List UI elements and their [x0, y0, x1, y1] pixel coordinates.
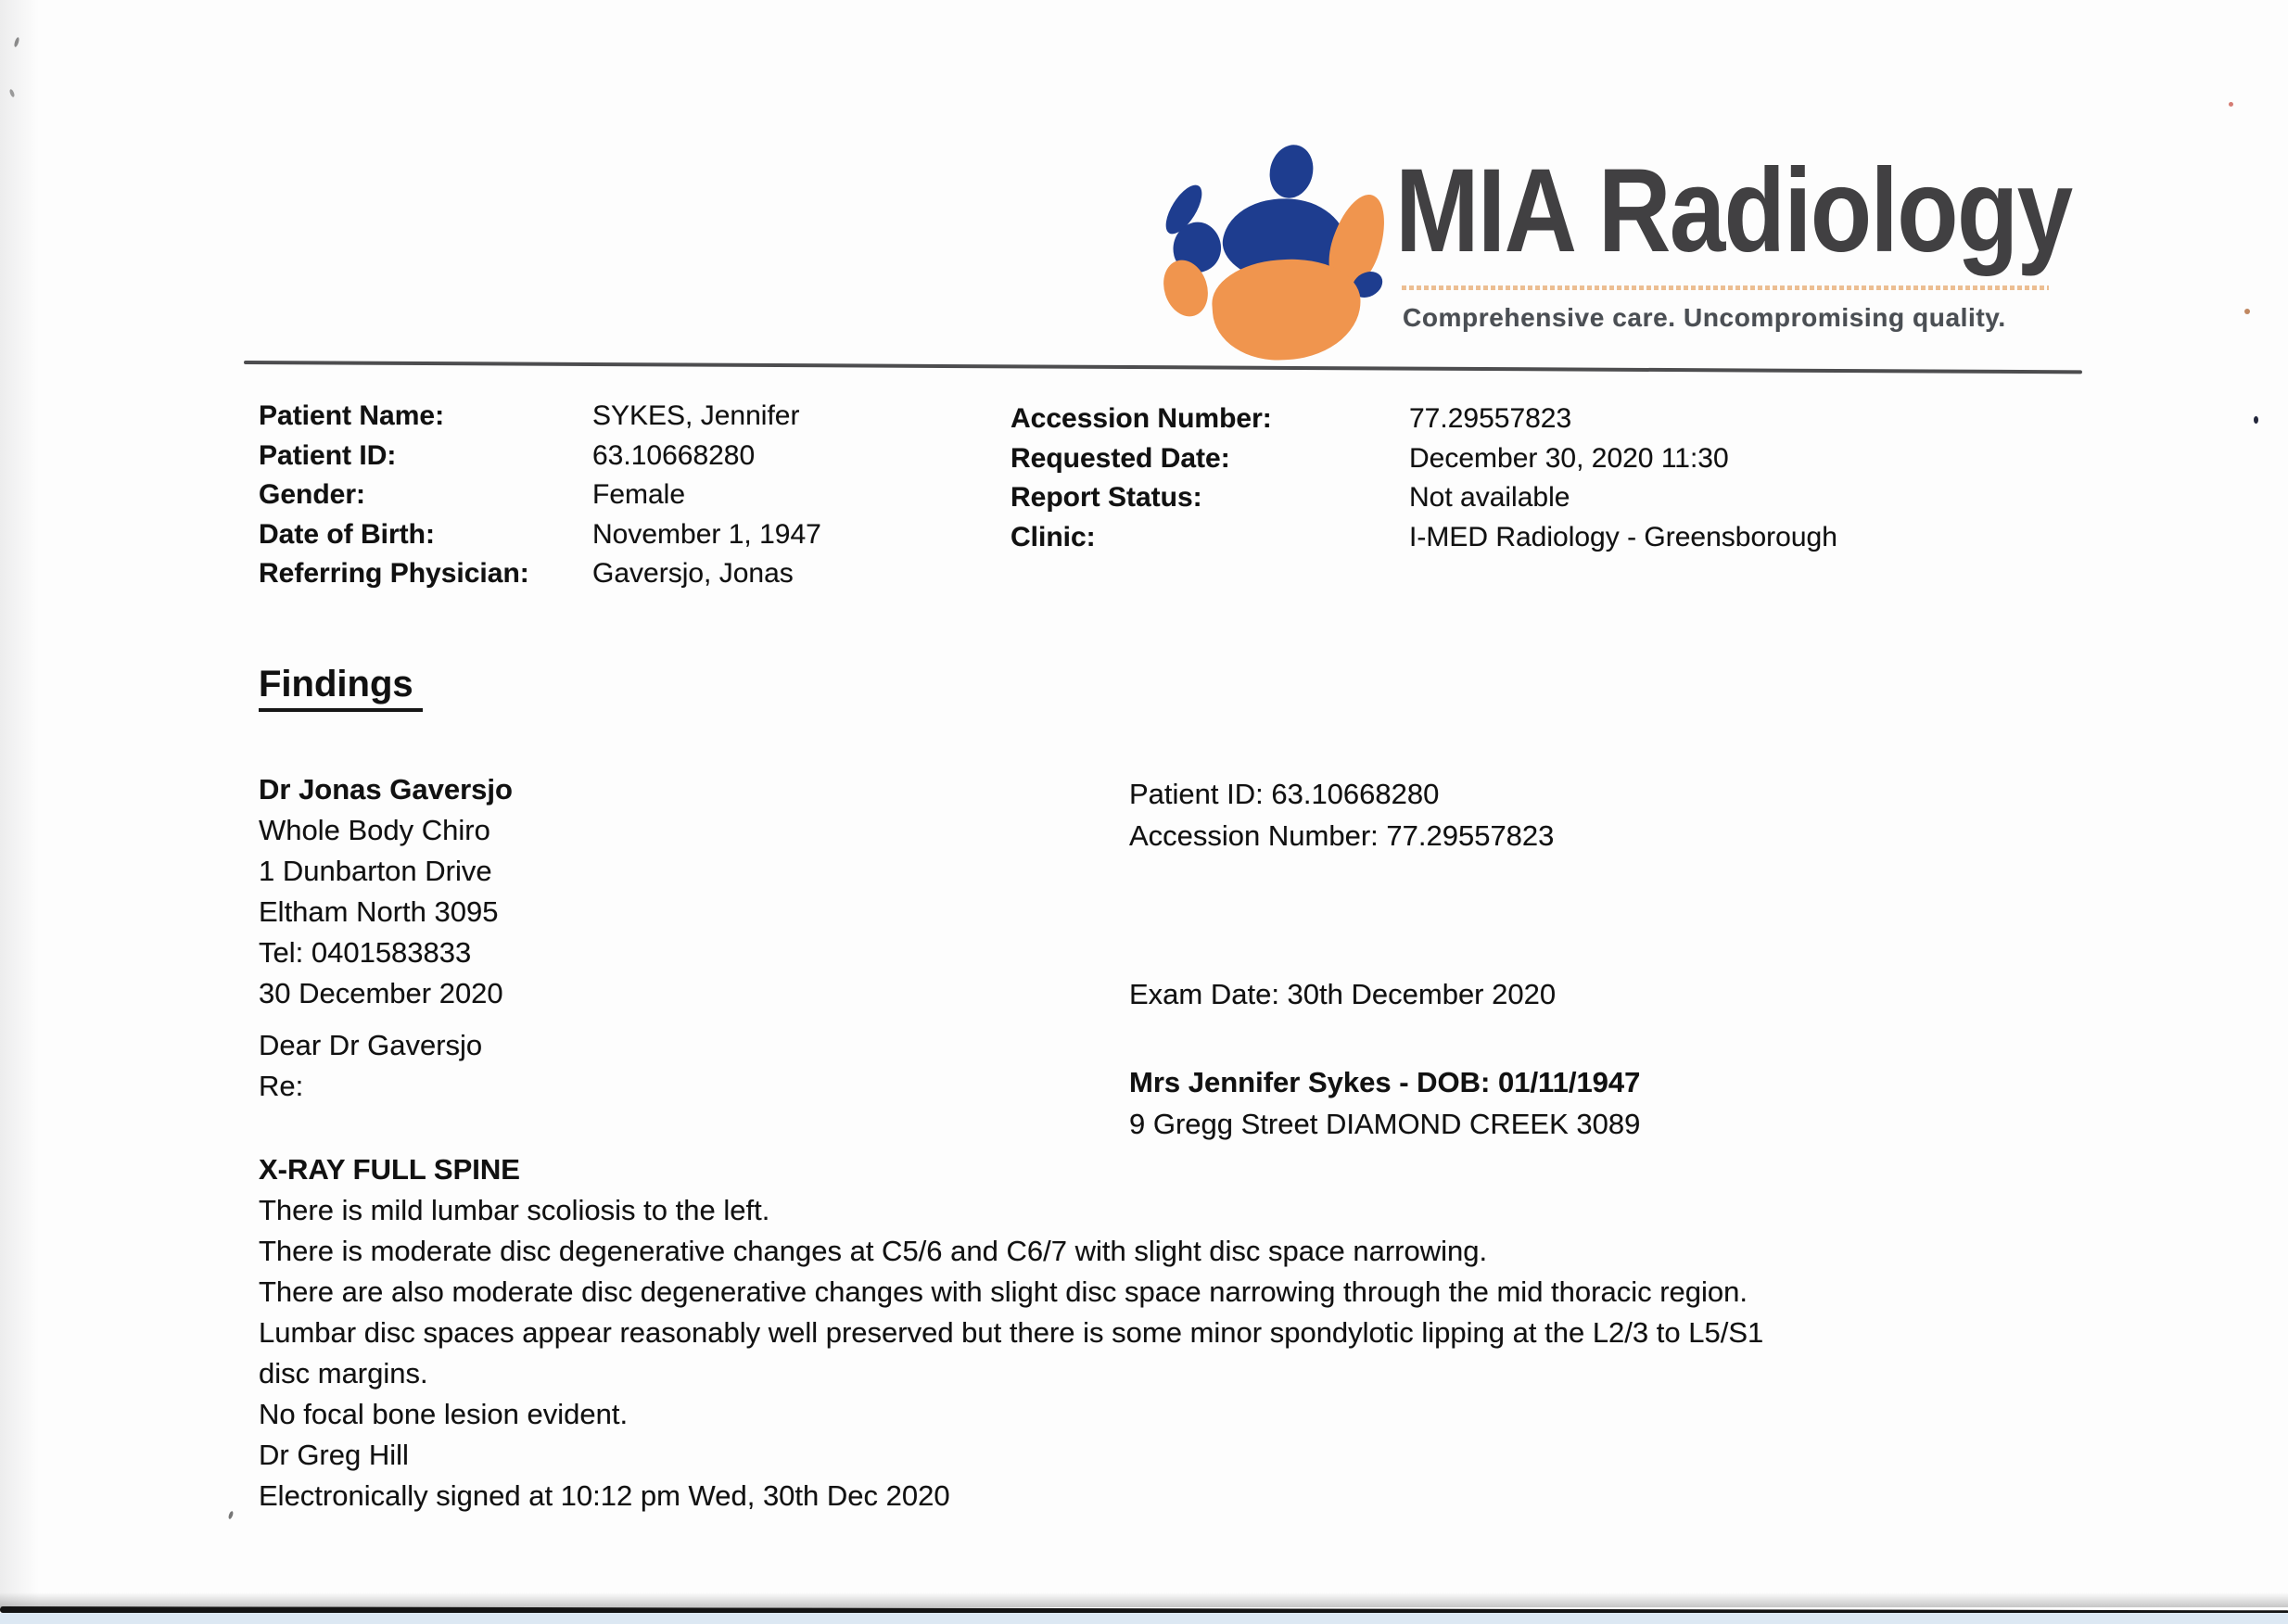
- field-value: I-MED Radiology - Greensborough: [1409, 521, 1837, 552]
- patient-address-line: 9 Gregg Street DIAMOND CREEK 3089: [1129, 1108, 1641, 1140]
- report-line: There is mild lumbar scoliosis to the left.: [259, 1194, 770, 1226]
- patient-dob-line: Mrs Jennifer Sykes - DOB: 01/11/1947: [1129, 1066, 1641, 1098]
- salutation: Dear Dr Gaversjo: [259, 1029, 483, 1061]
- recipient-line: 1 Dunbarton Drive: [259, 855, 492, 887]
- report-line: Lumbar disc spaces appear reasonably well preserved but there is some minor spondylotic lipping at the L2/3 to L5/S1: [259, 1316, 1764, 1349]
- logo-blob-navy-toe-top: [1265, 140, 1319, 202]
- scan-bottom-strip: [0, 1613, 2288, 1624]
- info-row-gender: [259, 476, 821, 515]
- brand-divider-line: [1402, 285, 2049, 290]
- recipient-name: Dr Jonas Gaversjo: [259, 773, 513, 806]
- field-label: Patient Name:: [259, 400, 445, 431]
- info-row-report-status: [1011, 478, 1837, 518]
- field-label: Gender:: [259, 479, 366, 510]
- info-row-clinic: [1011, 518, 1837, 558]
- ref-accession: Accession Number: 77.29557823: [1129, 819, 1555, 852]
- field-label: Referring Physician:: [259, 558, 529, 589]
- field-value: 77.29557823: [1409, 403, 1572, 434]
- brand-tagline: Comprehensive care. Uncompromising quality.: [1403, 303, 2006, 332]
- report-title: X-RAY FULL SPINE: [259, 1153, 520, 1186]
- field-label: Date of Birth:: [259, 518, 435, 550]
- info-row-accession-number: [1011, 400, 1837, 439]
- scan-bottom-smudge: [0, 1592, 2288, 1607]
- recipient-line: Whole Body Chiro: [259, 814, 490, 846]
- scan-edge-shadow: [0, 0, 39, 1608]
- logo-blob-orange-bottom: [1209, 255, 1364, 365]
- field-value: Gaversjo, Jonas: [592, 558, 794, 589]
- re-label: Re:: [259, 1070, 304, 1102]
- ref-patient-id: Patient ID: 63.10668280: [1129, 778, 1440, 810]
- letter-date: 30 December 2020: [259, 977, 503, 1009]
- paper-speck: [2229, 102, 2233, 107]
- report-line: There are also moderate disc degenerative changes with slight disc space narrowing through the mid thoracic region.: [259, 1275, 1748, 1308]
- field-label: Clinic:: [1011, 521, 1096, 552]
- mia-logo-icon: [1131, 130, 1400, 380]
- info-row-patient-id: [259, 437, 821, 476]
- paper-speck: [2244, 309, 2250, 314]
- findings-heading: Findings: [259, 664, 423, 712]
- info-row-patient-name: [259, 397, 821, 437]
- report-line: No focal bone lesion evident.: [259, 1398, 629, 1430]
- info-row-referring-physician: [259, 554, 821, 594]
- spacer: [1129, 856, 1640, 973]
- recipient-line: Tel: 0401583833: [259, 936, 472, 969]
- field-label: Report Status:: [1011, 482, 1202, 513]
- field-value: Female: [592, 479, 686, 510]
- letter-recipient-block: [259, 769, 513, 1107]
- paper-speck: [228, 1511, 235, 1520]
- field-label: Patient ID:: [259, 439, 397, 471]
- field-value: Not available: [1409, 482, 1570, 513]
- exam-date-line: Exam Date: 30th December 2020: [1129, 978, 1557, 1010]
- field-value: November 1, 1947: [592, 518, 821, 550]
- paper-speck: [2254, 416, 2258, 424]
- report-line: disc margins.: [259, 1357, 428, 1389]
- letter-reference-block: [1129, 773, 1640, 1145]
- brand-title: MIA Radiology: [1395, 145, 2072, 277]
- field-label: Accession Number:: [1011, 403, 1272, 434]
- field-value: SYKES, Jennifer: [592, 400, 800, 431]
- field-label: Requested Date:: [1011, 442, 1230, 474]
- patient-info-right: [1011, 400, 1837, 557]
- report-signature-line: Electronically signed at 10:12 pm Wed, 30th Dec 2020: [259, 1479, 950, 1512]
- info-row-requested-date: [1011, 439, 1837, 479]
- field-value: 63.10668280: [592, 439, 756, 471]
- field-value: December 30, 2020 11:30: [1409, 442, 1729, 474]
- info-row-dob: [259, 515, 821, 555]
- spacer: [1129, 1015, 1640, 1061]
- report-signatory: Dr Greg Hill: [259, 1439, 409, 1471]
- report-line: There is moderate disc degenerative changes at C5/6 and C6/7 with slight disc space narrowing.: [259, 1235, 1488, 1267]
- recipient-line: Eltham North 3095: [259, 895, 499, 928]
- report-body: [259, 1149, 1763, 1516]
- patient-info-left: [259, 397, 821, 594]
